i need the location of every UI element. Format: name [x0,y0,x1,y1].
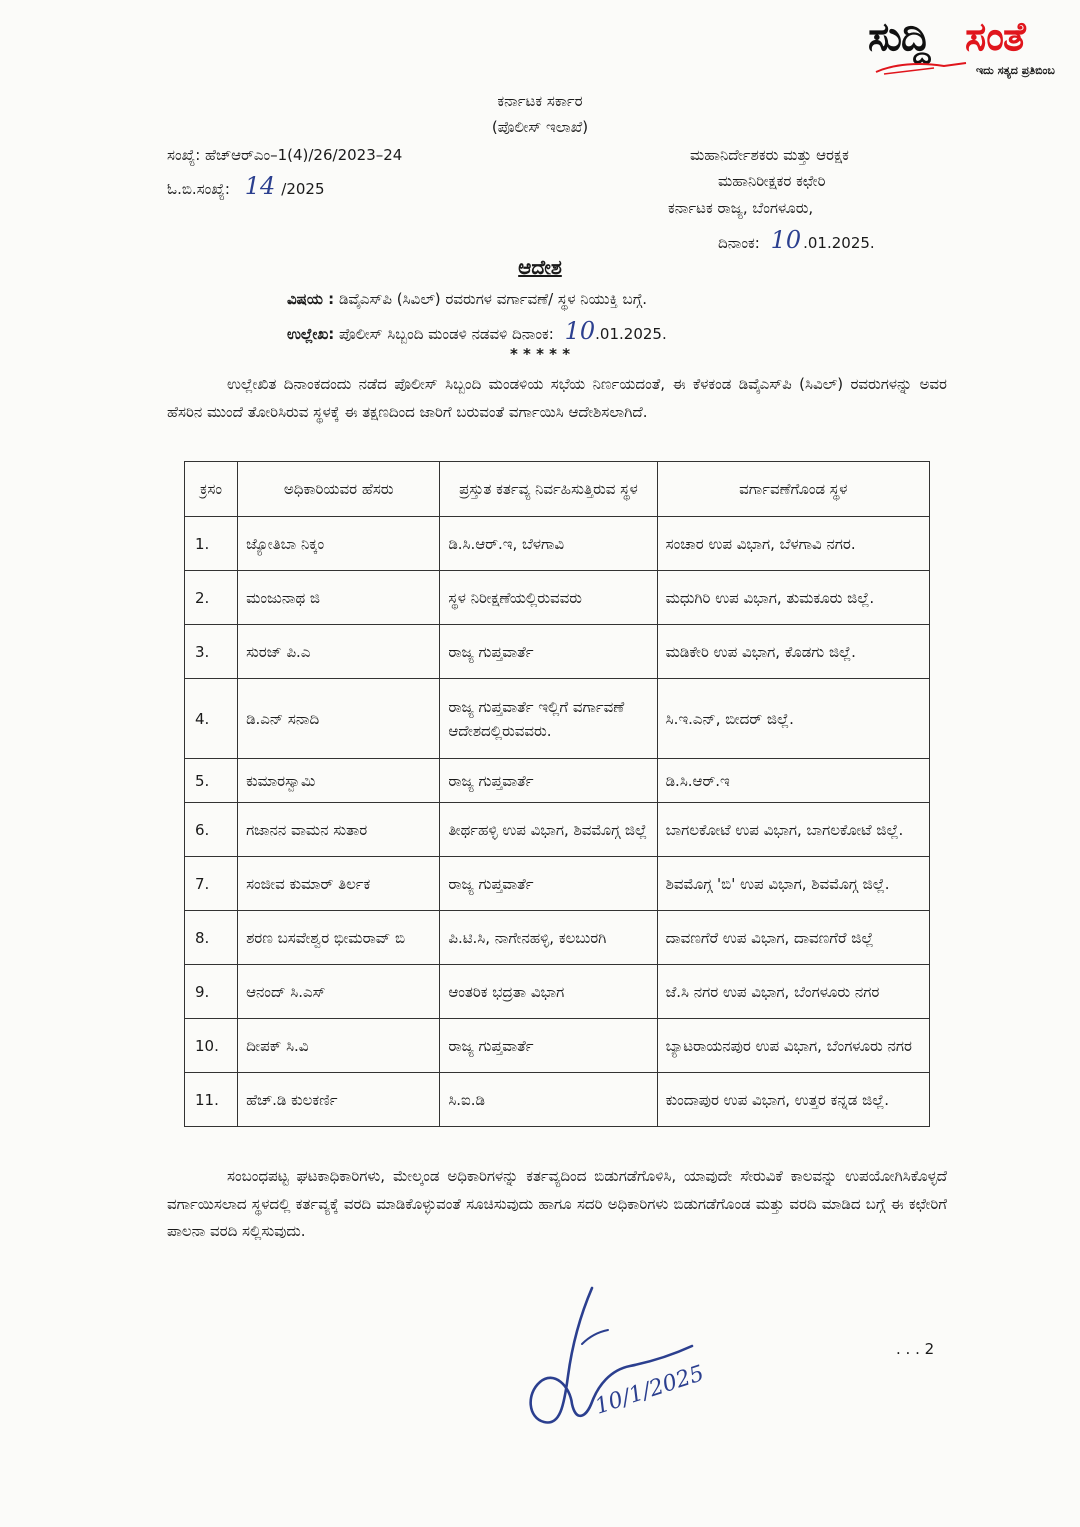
cell-transferred-to: ಡಿ.ಸಿ.ಆರ್.ಇ [657,759,929,803]
date-label: ದಿನಾಂಕ: [718,234,760,252]
closing-paragraph [167,1163,947,1246]
cell-current-posting: ಸ್ಥಳ ನಿರೀಕ್ಷಣೆಯಲ್ಲಿರುವವರು [440,571,657,625]
transfer-table [184,461,930,1127]
date-day: 10 [770,226,802,254]
table-header-row [185,462,930,517]
cell-serial: 9. [185,965,238,1019]
subject-line [287,290,647,308]
cell-officer-name: ಗಜಾನನ ವಾಮನ ಸುತಾರ [238,803,440,857]
closing-text: ಸಂಬಂಧಪಟ್ಟ ಘಟಕಾಧಿಕಾರಿಗಳು, ಮೇಲ್ಕಂಡ ಅಧಿಕಾರಿಗಳನ್ನು ಕರ್ತವ್ಯದಿಂದ ಬಿಡುಗಡೆಗೊಳಿಸಿ, ಯಾವುದೇ ಸೇರುವಿಕೆ ಕಾಲವನ್ನು ಉಪಯೋಗಿಸಿಕೊಳ್ಳದೆ ವರ್ಗಾಯಿಸಲಾದ ಸ್ಥಳದಲ್ಲಿ ಕರ್ತವ್ಯಕ್ಕೆ ವರದಿ ಮಾಡಿಕೊಳ್ಳುವಂತೆ ಸೂಚಿಸುವುದು ಹಾಗೂ ಸದರಿ ಅಧಿಕಾರಿಗಳು ಬಿಡುಗಡೆಗೊಂಡ ಮತ್ತು ವರದಿ ಮಾಡಿದ ಬಗ್ಗೆ ಈ ಕಛೇರಿಗೆ ಪಾಲನಾ ವರದಿ ಸಲ್ಲಿಸುವುದು. [167,1167,947,1240]
cell-transferred-to: ಶಿವಮೊಗ್ಗ 'ಬಿ' ಉಪ ವಿಭಾಗ, ಶಿವಮೊಗ್ಗ ಜಿಲ್ಲೆ. [657,857,929,911]
separator-stars: * * * * * [509,345,571,363]
intro-paragraph [167,371,947,426]
cell-serial: 5. [185,759,238,803]
cell-transferred-to: ಜೆ.ಸಿ ನಗರ ಉಪ ವಿಭಾಗ, ಬೆಂಗಳೂರು ನಗರ [657,965,929,1019]
ob-number-line [167,172,325,200]
office-line-2: ಮಹಾನಿರೀಕ್ಷಕರ ಕಛೇರಿ [718,172,826,190]
reference-number: ಸಂಖ್ಯೆ: ಹೆಚ್‌ಆರ್‌ಎಂ–1(4)/26/2023–24 [167,146,403,164]
col-header-transferred-to: ವರ್ಗಾವಣೆಗೊಂಡ ಸ್ಥಳ [657,462,929,517]
cell-serial: 2. [185,571,238,625]
table-row [185,759,930,803]
cell-current-posting: ಸಿ.ಐ.ಡಿ [440,1073,657,1127]
cell-transferred-to: ಬ್ಯಾಟರಾಯನಪುರ ಉಪ ವಿಭಾಗ, ಬೆಂಗಳೂರು ನಗರ [657,1019,929,1073]
cell-serial: 4. [185,679,238,759]
reference-text: ಪೊಲೀಸ್ ಸಿಬ್ಬಂದಿ ಮಂಡಳಿ ನಡವಳಿ ದಿನಾಂಕ: [339,325,554,343]
logo-tagline: ಇದು ಸತ್ಯದ ಪ್ರತಿಬಿಂಬ [976,64,1055,77]
cell-current-posting: ರಾಜ್ಯ ಗುಪ್ತವಾರ್ತೆ [440,759,657,803]
cell-officer-name: ಆನಂದ್ ಸಿ.ಎಸ್ [238,965,440,1019]
cell-serial: 8. [185,911,238,965]
cell-officer-name: ಡಿ.ಎನ್ ಸನಾದಿ [238,679,440,759]
office-line-1: ಮಹಾನಿರ್ದೇಶಕರು ಮತ್ತು ಆರಕ್ಷಕ [690,146,849,164]
date-rest: .01.2025. [803,234,875,252]
reference-label: ಉಲ್ಲೇಖ: [287,325,335,343]
cell-serial: 10. [185,1019,238,1073]
cell-current-posting: ಡಿ.ಸಿ.ಆರ್.ಇ, ಬೆಳಗಾವಿ [440,517,657,571]
table-row [185,517,930,571]
signature-date: 10/1/2025 [592,1361,708,1420]
logo-word-2: ಸಂತೆ [965,14,1025,60]
cell-transferred-to: ಸಂಚಾರ ಉಪ ವಿಭಾಗ, ಬೆಳಗಾವಿ ನಗರ. [657,517,929,571]
table-row [185,1073,930,1127]
order-date [718,226,875,254]
cell-officer-name: ಶರಣ ಬಸವೇಶ್ವರ ಭೀಮರಾವ್ ಬಿ [238,911,440,965]
cell-officer-name: ಸಂಜೀವ ಕುಮಾರ್ ತಿರ್ಲಕ [238,857,440,911]
table-row [185,571,930,625]
cell-transferred-to: ಸಿ.ಇ.ಎನ್, ಬೀದರ್ ಜಿಲ್ಲೆ. [657,679,929,759]
government-title: ಕರ್ನಾಟಕ ಸರ್ಕಾರ [497,92,583,110]
cell-officer-name: ಕುಮಾರಸ್ವಾಮಿ [238,759,440,803]
cell-officer-name: ಸುರಜ್ ಪಿ.ಎ [238,625,440,679]
cell-serial: 7. [185,857,238,911]
cell-serial: 11. [185,1073,238,1127]
cell-current-posting: ಪಿ.ಟಿ.ಸಿ, ನಾಗೇನಹಳ್ಳಿ, ಕಲಬುರಗಿ [440,911,657,965]
table-row [185,679,930,759]
ob-year: /2025 [281,180,325,198]
table-row [185,803,930,857]
cell-serial: 3. [185,625,238,679]
order-title: ಆದೇಶ [518,255,562,279]
table-row [185,625,930,679]
cell-current-posting: ತೀರ್ಥಹಳ್ಳಿ ಉಪ ವಿಭಾಗ, ಶಿವಮೊಗ್ಗ ಜಿಲ್ಲೆ [440,803,657,857]
cell-transferred-to: ಮಧುಗಿರಿ ಉಪ ವಿಭಾಗ, ತುಮಕೂರು ಜಿಲ್ಲೆ. [657,571,929,625]
page-continuation-marker: . . . 2 [896,1340,935,1358]
cell-current-posting: ರಾಜ್ಯ ಗುಪ್ತವಾರ್ತೆ [440,1019,657,1073]
table-row [185,1019,930,1073]
cell-current-posting: ರಾಜ್ಯ ಗುಪ್ತವಾರ್ತೆ [440,857,657,911]
reference-day: 10 [564,317,596,345]
col-header-serial: ಕ್ರಸಂ [185,462,238,517]
col-header-current-posting: ಪ್ರಸ್ತುತ ಕರ್ತವ್ಯ ನಿರ್ವಹಿಸುತ್ತಿರುವ ಸ್ಥಳ [440,462,657,517]
subject-text: ಡಿವೈಎಸ್‌ಪಿ (ಸಿವಿಲ್) ರವರುಗಳ ವರ್ಗಾವಣೆ/ ಸ್ಥಳ ನಿಯುಕ್ತಿ ಬಗ್ಗೆ. [338,290,648,308]
department-name: (ಪೊಲೀಸ್ ಇಲಾಖೆ) [491,118,589,136]
ob-number: 14 [244,172,276,200]
logo-word-1: ಸುದ್ದಿ [868,14,930,60]
signature [520,1286,720,1436]
cell-transferred-to: ಬಾಗಲಕೋಟೆ ಉಪ ವಿಭಾಗ, ಬಾಗಲಕೋಟೆ ಜಿಲ್ಲೆ. [657,803,929,857]
cell-transferred-to: ದಾವಣಗೆರೆ ಉಪ ವಿಭಾಗ, ದಾವಣಗೆರೆ ಜಿಲ್ಲೆ [657,911,929,965]
cell-current-posting: ರಾಜ್ಯ ಗುಪ್ತವಾರ್ತೆ [440,625,657,679]
reference-date-rest: .01.2025. [595,325,667,343]
intro-text: ಉಲ್ಲೇಖಿತ ದಿನಾಂಕದಂದು ನಡೆದ ಪೊಲೀಸ್ ಸಿಬ್ಬಂದಿ ಮಂಡಳಿಯ ಸಭೆಯ ನಿರ್ಣಯದಂತೆ, ಈ ಕೆಳಕಂಡ ಡಿವೈಎಸ್‌ಪಿ (ಸಿವಿಲ್) ರವರುಗಳನ್ನು ಅವರ ಹೆಸರಿನ ಮುಂದೆ ತೋರಿಸಿರುವ ಸ್ಥಳಕ್ಕೆ ಈ ತಕ್ಷಣದಿಂದ ಜಾರಿಗೆ ಬರುವಂತೆ ವರ್ಗಾಯಿಸಿ ಆದೇಶಿಸಲಾಗಿದೆ. [167,375,947,421]
cell-transferred-to: ಮಡಿಕೇರಿ ಉಪ ವಿಭಾಗ, ಕೊಡಗು ಜಿಲ್ಲೆ. [657,625,929,679]
col-header-officer-name: ಅಧಿಕಾರಿಯವರ ಹೆಸರು [238,462,440,517]
table-row [185,965,930,1019]
reference-line [287,317,667,345]
cell-serial: 1. [185,517,238,571]
table-row [185,857,930,911]
pen-icon [874,60,969,76]
cell-transferred-to: ಕುಂದಾಪುರ ಉಪ ವಿಭಾಗ, ಉತ್ತರ ಕನ್ನಡ ಜಿಲ್ಲೆ. [657,1073,929,1127]
cell-serial: 6. [185,803,238,857]
ob-label: ಓ.ಬಿ.ಸಂಖ್ಯೆ: [167,180,230,198]
office-line-3: ಕರ್ನಾಟಕ ರಾಜ್ಯ, ಬೆಂಗಳೂರು, [668,199,814,217]
cell-officer-name: ಹೆಚ್.ಡಿ ಕುಲಕರ್ಣಿ [238,1073,440,1127]
cell-officer-name: ದೀಪಕ್ ಸಿ.ವಿ [238,1019,440,1073]
cell-current-posting: ರಾಜ್ಯ ಗುಪ್ತವಾರ್ತೆ ಇಲ್ಲಿಗೆ ವರ್ಗಾವಣೆ ಆದೇಶದಲ್ಲಿರುವವರು. [440,679,657,759]
subject-label: ವಿಷಯ : [287,290,335,308]
cell-officer-name: ಮಂಜುನಾಥ ಜಿ [238,571,440,625]
cell-officer-name: ಜ್ಯೋತಿಬಾ ನಿಕ್ಕಂ [238,517,440,571]
table-row [185,911,930,965]
cell-current-posting: ಆಂತರಿಕ ಭದ್ರತಾ ವಿಭಾಗ [440,965,657,1019]
logo [868,14,1073,76]
